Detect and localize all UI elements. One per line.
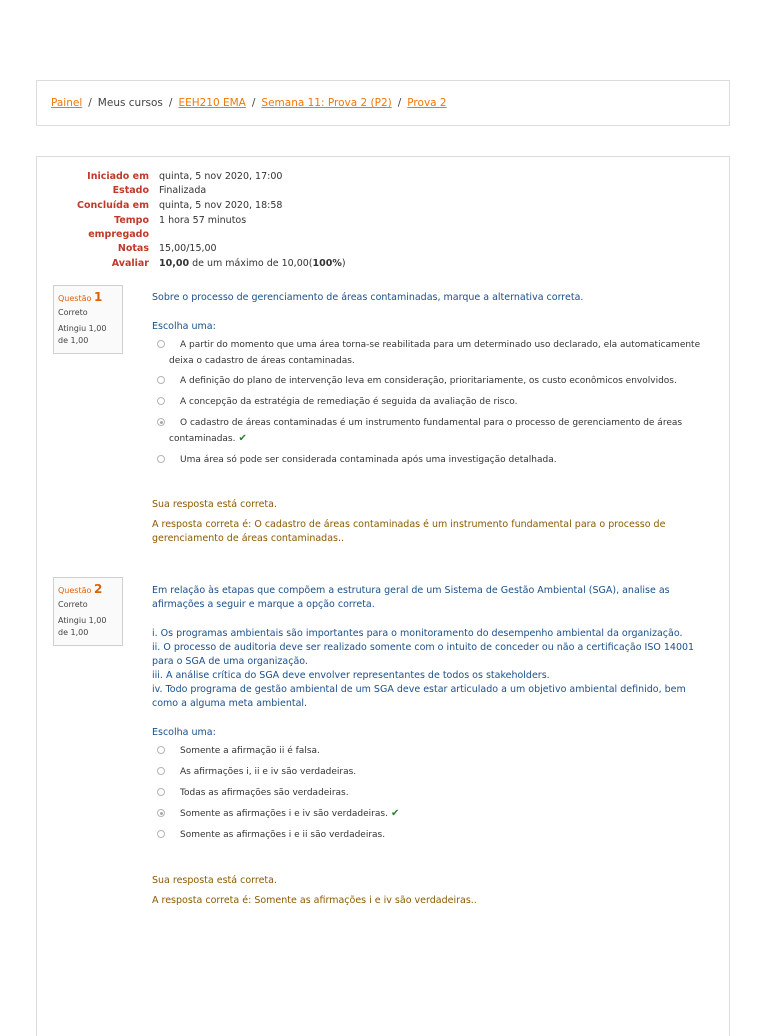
breadcrumb [51, 97, 447, 109]
radio-icon[interactable] [157, 767, 165, 775]
breadcrumb-week[interactable]: Semana 11: Prova 2 (P2) [261, 97, 392, 109]
answer-option[interactable]: Todas as afirmações são verdadeiras. [157, 785, 705, 801]
radio-icon[interactable] [157, 397, 165, 405]
state-label: Estado [112, 185, 149, 196]
breadcrumb-separator: / [251, 97, 256, 109]
breadcrumb-course[interactable]: EEH210 EMA [178, 97, 246, 109]
started-value: quinta, 5 nov 2020, 17:00 [159, 171, 283, 182]
answer-option-selected[interactable]: Somente as afirmações i e iv são verdadeiras. ✔ [157, 806, 705, 822]
check-icon: ✔ [390, 808, 400, 819]
radio-icon[interactable] [157, 830, 165, 838]
radio-icon[interactable] [157, 376, 165, 384]
grade-label: Avaliar [111, 258, 149, 269]
question-1-info [53, 285, 123, 354]
answer-option[interactable]: As afirmações i, ii e iv são verdadeiras. [157, 764, 705, 780]
choose-label: Escolha uma: [152, 321, 216, 332]
breadcrumb-separator: / [88, 97, 92, 109]
time-label: Tempo [114, 215, 149, 226]
question-number: Questão 1 [58, 290, 103, 304]
answer-option[interactable]: Somente as afirmações i e ii são verdadeiras. [157, 827, 705, 843]
question-grade: Atingiu 1,00 de 1,00 [58, 324, 107, 345]
statement: i. Os programas ambientais são importantes para o monitoramento do desempenho ambiental da organização. [152, 628, 683, 639]
question-1-text: Sobre o processo de gerenciamento de áreas contaminadas, marque a alternativa correta. [152, 292, 584, 303]
question-2-statements [152, 627, 707, 711]
completed-value: quinta, 5 nov 2020, 18:58 [159, 200, 283, 211]
answer-option[interactable]: Uma área só pode ser considerada contaminada após uma investigação detalhada. [157, 452, 705, 468]
statement: ii. O processo de auditoria deve ser realizado somente com o intuito de conceder ou não a certificação ISO 14001 para o SGA de uma organização. [152, 642, 695, 667]
right-answer: A resposta correta é: Somente as afirmações i e iv são verdadeiras.. [152, 895, 477, 906]
radio-icon[interactable] [157, 788, 165, 796]
question-status: Correto [58, 600, 88, 609]
question-status: Correto [58, 308, 88, 317]
check-icon: ✔ [238, 433, 247, 444]
time-value: 1 hora 57 minutos [159, 215, 247, 226]
answer-option[interactable]: A partir do momento que uma área torna-se reabilitada para um determinado uso declarado, ela automaticamente deixa o cadastro de áreas contaminadas. [157, 337, 705, 369]
answer-option-selected[interactable]: O cadastro de áreas contaminadas é um instrumento fundamental para o processo de gerenciamento de áreas contaminadas. ✔ [157, 415, 705, 447]
statement: iv. Todo programa de gestão ambiental de um SGA deve estar articulado a um objetivo ambiental definido, bem como a alguma meta ambiental. [152, 684, 686, 709]
question-grade: Atingiu 1,00 de 1,00 [58, 616, 107, 637]
state-value: Finalizada [159, 185, 207, 196]
choose-label: Escolha uma: [152, 727, 216, 738]
breadcrumb-separator: / [168, 97, 173, 109]
breadcrumb-meus-cursos: Meus cursos [97, 97, 163, 109]
radio-icon[interactable] [157, 418, 165, 426]
answer-option[interactable]: A definição do plano de intervenção leva em consideração, prioritariamente, os custo econômicos envolvidos. [157, 373, 705, 389]
question-2-text: Em relação às etapas que compõem a estrutura geral de um Sistema de Gestão Ambiental (SGA), analise as afirmações a seguir e marque a opção correta. [152, 585, 670, 610]
breadcrumb-painel[interactable]: Painel [51, 97, 83, 109]
statement: iii. A análise crítica do SGA deve envolver representantes de todos os stakeholders. [152, 670, 550, 681]
quiz-review-panel [36, 156, 730, 1036]
marks-label: Notas [117, 243, 149, 254]
grade-value: 10,00 de um máximo de 10,00(100%) [159, 258, 346, 269]
time-label-2: empregado [88, 229, 149, 240]
question-2-info [53, 577, 123, 646]
radio-icon[interactable] [157, 340, 165, 348]
breadcrumb-separator: / [397, 97, 402, 109]
started-label: Iniciado em [87, 171, 149, 182]
radio-icon[interactable] [157, 746, 165, 754]
answer-option[interactable]: Somente a afirmação ii é falsa. [157, 743, 705, 759]
breadcrumb-quiz[interactable]: Prova 2 [407, 97, 447, 109]
answer-option[interactable]: A concepção da estratégia de remediação é seguida da avaliação de risco. [157, 394, 705, 410]
feedback-correct: Sua resposta está correta. [152, 875, 277, 886]
feedback-correct: Sua resposta está correta. [152, 499, 277, 510]
completed-label: Concluída em [76, 200, 149, 211]
radio-icon[interactable] [157, 455, 165, 463]
radio-icon[interactable] [157, 809, 165, 817]
marks-value: 15,00/15,00 [159, 243, 217, 254]
right-answer: A resposta correta é: O cadastro de áreas contaminadas é um instrumento fundamental para o processo de gerenciamento de áreas contaminadas.. [152, 519, 666, 544]
question-number: Questão 2 [58, 582, 103, 596]
breadcrumb-bar [36, 80, 730, 126]
